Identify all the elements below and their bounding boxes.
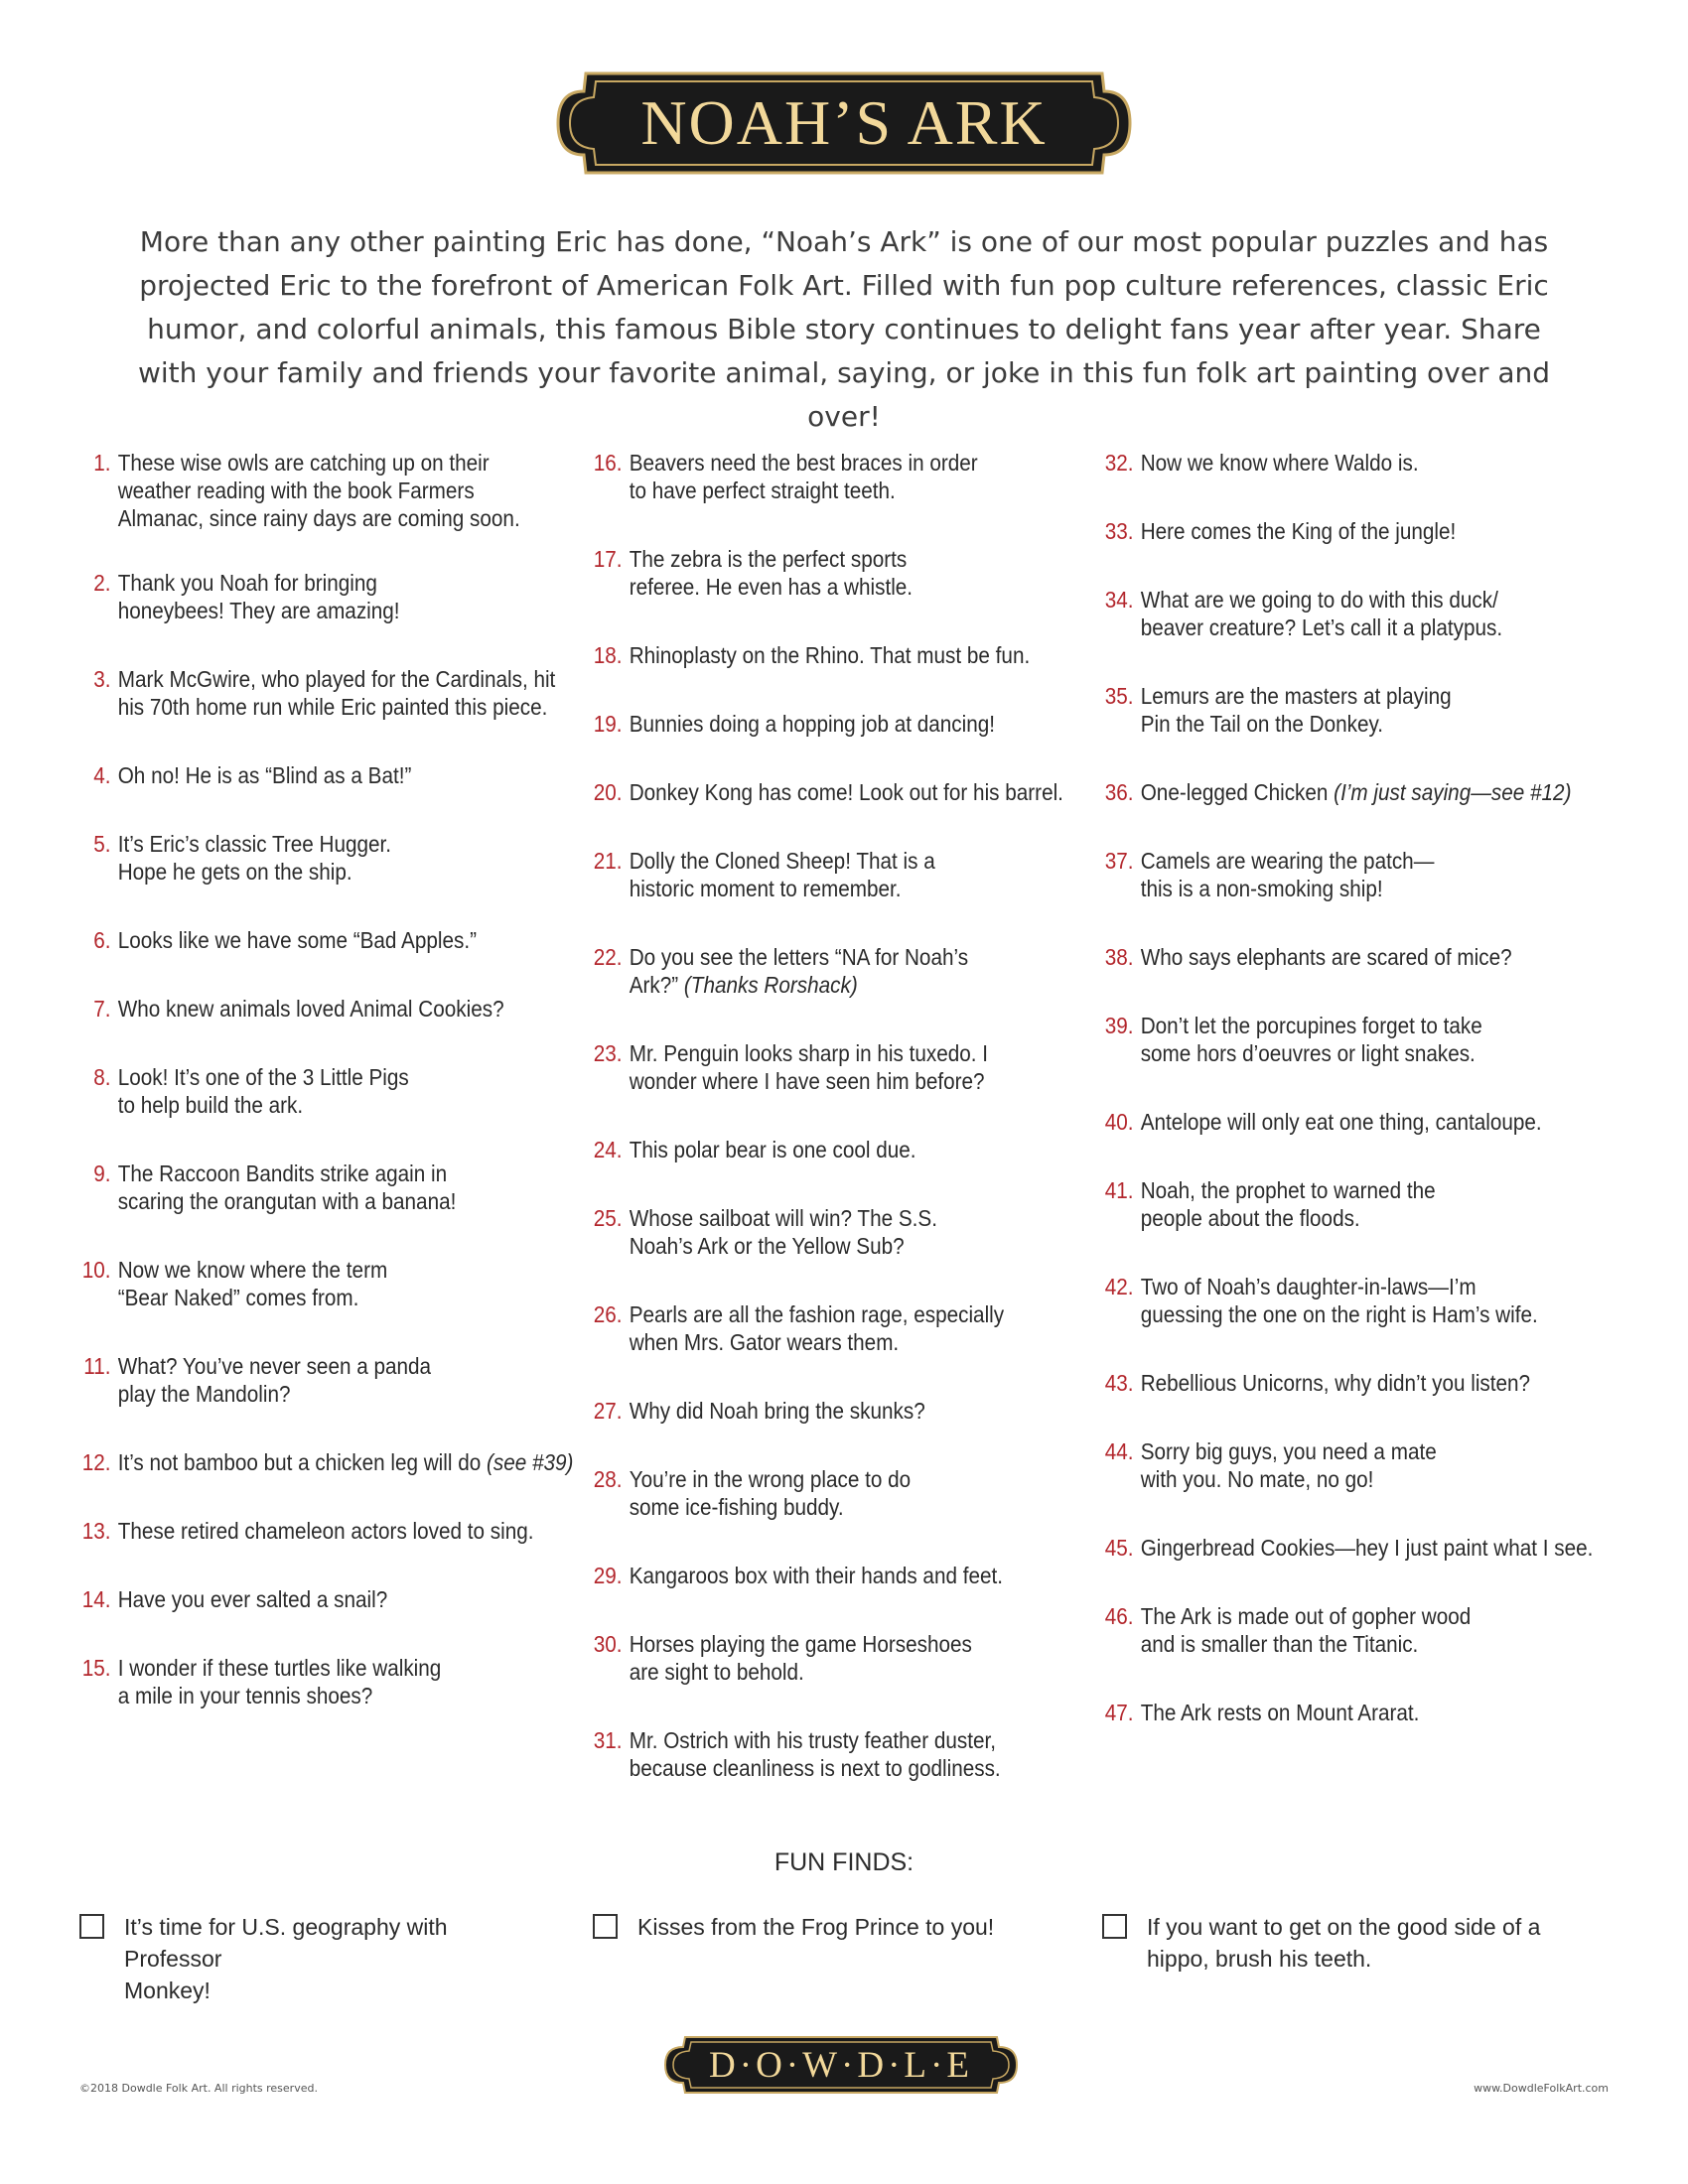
- list-item: [79, 1448, 580, 1476]
- list-item: [1102, 1699, 1603, 1726]
- item-number: 11.: [83, 1353, 111, 1379]
- item-number: 37.: [1104, 848, 1134, 874]
- item-text: The Ark rests on Mount Ararat.: [1140, 1700, 1420, 1725]
- list-item: [1102, 682, 1603, 738]
- item-number: 14.: [81, 1586, 111, 1612]
- item-number: 38.: [1104, 944, 1134, 970]
- list-item: [79, 449, 580, 532]
- item-text: These wise owls are catching up on their weather reading with the book Farmers Almanac, since rainy days are coming soon.: [117, 450, 520, 531]
- item-text: One-legged Chicken (I’m just saying—see #12): [1140, 779, 1572, 805]
- item-number: 22.: [593, 944, 623, 970]
- item-number: 21.: [593, 848, 623, 874]
- fun-find-item: [593, 1911, 1050, 1943]
- item-note: (Thanks Rorshack): [683, 972, 858, 998]
- title-banner: [556, 71, 1132, 175]
- item-number: 18.: [593, 642, 623, 668]
- item-text: Donkey Kong has come! Look out for his barrel.: [629, 779, 1063, 805]
- fun-finds-heading: FUN FINDS:: [774, 1848, 914, 1876]
- list-item: [591, 710, 1091, 738]
- logo-text: D·O·W·D·L·E: [709, 2044, 973, 2086]
- item-text: Pearls are all the fashion rage, especially when Mrs. Gator wears them.: [629, 1301, 1005, 1355]
- list-item: [591, 1397, 1091, 1425]
- item-text: Mr. Ostrich with his trusty feather duster, because cleanliness is next to godliness.: [629, 1727, 1001, 1781]
- list-item: [1102, 847, 1603, 902]
- item-number: 27.: [593, 1398, 623, 1424]
- fun-find-checkbox[interactable]: [593, 1914, 618, 1939]
- item-number: 42.: [1104, 1274, 1134, 1299]
- item-number: 6.: [93, 927, 111, 953]
- item-text: Now we know where the term “Bear Naked” comes from.: [117, 1257, 388, 1310]
- list-item: [1102, 1273, 1603, 1328]
- item-number: 43.: [1104, 1370, 1134, 1396]
- item-number: 47.: [1104, 1700, 1134, 1725]
- list-item: [591, 1136, 1091, 1163]
- item-number: 31.: [593, 1727, 623, 1753]
- item-text: Who says elephants are scared of mice?: [1140, 944, 1512, 970]
- item-text: It’s not bamboo but a chicken leg will do (see #39): [117, 1449, 574, 1475]
- item-text: Dolly the Cloned Sheep! That is a historic moment to remember.: [629, 848, 935, 901]
- fun-find-text: If you want to get on the good side of a hippo, brush his teeth.: [1147, 1914, 1541, 1972]
- item-text: Kangaroos box with their hands and feet.: [629, 1563, 1004, 1588]
- item-number: 7.: [93, 996, 111, 1022]
- item-number: 9.: [93, 1160, 111, 1186]
- item-number: 41.: [1104, 1177, 1134, 1203]
- item-number: 45.: [1104, 1535, 1134, 1561]
- item-text: Two of Noah’s daughter-in-laws—I’m guessing the one on the right is Ham’s wife.: [1140, 1274, 1538, 1327]
- list-item: [591, 847, 1091, 902]
- item-number: 1.: [93, 450, 111, 476]
- list-item: [79, 1256, 580, 1311]
- list-item: [591, 449, 1091, 504]
- list-item: [591, 545, 1091, 601]
- item-text: Why did Noah bring the skunks?: [629, 1398, 925, 1424]
- list-item: [591, 1726, 1091, 1782]
- list-item: [79, 1063, 580, 1119]
- item-number: 8.: [93, 1064, 111, 1090]
- item-text: These retired chameleon actors loved to sing.: [117, 1518, 534, 1544]
- item-text: Beavers need the best braces in order to have perfect straight teeth.: [629, 450, 978, 503]
- item-text: What are we going to do with this duck/ beaver creature? Let’s call it a platypus.: [1140, 587, 1503, 640]
- item-text: Thank you Noah for bringing honeybees! They are amazing!: [117, 570, 400, 623]
- item-number: 34.: [1104, 587, 1134, 613]
- item-text: Lemurs are the masters at playing Pin the Tail on the Donkey.: [1140, 683, 1452, 737]
- fun-find-text: It’s time for U.S. geography with Professor Monkey!: [124, 1914, 448, 2003]
- list-item: [591, 1630, 1091, 1686]
- item-number: 44.: [1104, 1438, 1134, 1464]
- list-item: [591, 1465, 1091, 1521]
- item-number: 16.: [593, 450, 623, 476]
- item-text: Mark McGwire, who played for the Cardinals, hit his 70th home run while Eric painted this piece.: [117, 666, 556, 720]
- list-item: [79, 926, 580, 954]
- list-item: [79, 1654, 580, 1709]
- list-item: [79, 1585, 580, 1613]
- page-title: NOAH’S ARK: [640, 87, 1048, 158]
- item-text: Here comes the King of the jungle!: [1140, 518, 1457, 544]
- item-number: 20.: [593, 779, 623, 805]
- list-item: [79, 665, 580, 721]
- list-item: [1102, 586, 1603, 641]
- item-text: Oh no! He is as “Blind as a Bat!”: [117, 762, 412, 788]
- item-number: 26.: [593, 1301, 623, 1327]
- item-number: 32.: [1104, 450, 1134, 476]
- item-number: 24.: [593, 1137, 623, 1162]
- item-number: 2.: [93, 570, 111, 596]
- item-number: 39.: [1104, 1013, 1134, 1038]
- item-text: You’re in the wrong place to do some ice-fishing buddy.: [629, 1466, 912, 1520]
- item-text: Have you ever salted a snail?: [117, 1586, 388, 1612]
- item-text: Rhinoplasty on the Rhino. That must be fun.: [629, 642, 1031, 668]
- list-item: [1102, 778, 1603, 806]
- list-item: [591, 943, 1091, 999]
- list-item: [1102, 943, 1603, 971]
- website-link[interactable]: www.DowdleFolkArt.com: [1474, 2082, 1609, 2095]
- item-number: 10.: [81, 1257, 111, 1283]
- item-text: The Ark is made out of gopher wood and is smaller than the Titanic.: [1140, 1603, 1472, 1657]
- fun-find-checkbox[interactable]: [1102, 1914, 1127, 1939]
- item-text: Looks like we have some “Bad Apples.”: [117, 927, 477, 953]
- list-item: [79, 995, 580, 1023]
- fun-find-text: Kisses from the Frog Prince to you!: [637, 1914, 995, 1940]
- list-item: [1102, 1176, 1603, 1232]
- item-number: 40.: [1104, 1109, 1134, 1135]
- item-text: Don’t let the porcupines forget to take some hors d’oeuvres or light snakes.: [1140, 1013, 1482, 1066]
- list-item: [591, 1562, 1091, 1589]
- item-number: 28.: [593, 1466, 623, 1492]
- item-number: 5.: [93, 831, 111, 857]
- dowdle-logo: [663, 2035, 1019, 2095]
- item-number: 33.: [1104, 518, 1134, 544]
- item-text: The zebra is the perfect sports referee. He even has a whistle.: [629, 546, 914, 600]
- item-number: 12.: [81, 1449, 111, 1475]
- list-item: [1102, 1369, 1603, 1397]
- list-item: [591, 641, 1091, 669]
- item-text: Who knew animals loved Animal Cookies?: [117, 996, 504, 1022]
- item-text: Antelope will only eat one thing, cantaloupe.: [1140, 1109, 1542, 1135]
- item-note: (see #39): [486, 1449, 574, 1475]
- intro-paragraph: More than any other painting Eric has done, “Noah’s Ark” is one of our most popular puzzles and has projected Eric to the forefront of American Folk Art. Filled with fun pop culture references, classic Eric humor, and colorful animals, this famous Bible story continues to delight fans year after year. Share with your family and friends your favorite animal, saying, or joke in this fun folk art painting over and over!: [137, 225, 1551, 433]
- item-text: Rebellious Unicorns, why didn’t you listen?: [1140, 1370, 1531, 1396]
- fun-find-checkbox[interactable]: [79, 1914, 104, 1939]
- item-text: Sorry big guys, you need a mate with you. No mate, no go!: [1140, 1438, 1437, 1492]
- item-number: 30.: [593, 1631, 623, 1657]
- item-number: 23.: [593, 1040, 623, 1066]
- list-item: [1102, 1012, 1603, 1067]
- item-text: Horses playing the game Horseshoes are sight to behold.: [629, 1631, 972, 1685]
- list-item: [1102, 449, 1603, 477]
- list-item: [79, 1517, 580, 1545]
- item-text: Camels are wearing the patch— this is a non-smoking ship!: [1140, 848, 1435, 901]
- item-text: Noah, the prophet to warned the people about the floods.: [1140, 1177, 1436, 1231]
- item-text: It’s Eric’s classic Tree Hugger. Hope he gets on the ship.: [117, 831, 392, 885]
- item-number: 25.: [593, 1205, 623, 1231]
- item-number: 17.: [593, 546, 623, 572]
- item-text: The Raccoon Bandits strike again in scaring the orangutan with a banana!: [117, 1160, 457, 1214]
- list-item: [1102, 517, 1603, 545]
- list-item: [591, 1204, 1091, 1260]
- list-item: [79, 1352, 580, 1408]
- list-item: [1102, 1108, 1603, 1136]
- item-text: Do you see the letters “NA for Noah’s Ark?” (Thanks Rorshack): [629, 944, 969, 998]
- fun-find-item: [79, 1911, 536, 2006]
- item-number: 29.: [593, 1563, 623, 1588]
- item-number: 36.: [1104, 779, 1134, 805]
- item-text: This polar bear is one cool due.: [629, 1137, 916, 1162]
- list-item: [1102, 1437, 1603, 1493]
- item-number: 46.: [1104, 1603, 1134, 1629]
- list-item: [1102, 1602, 1603, 1658]
- item-number: 3.: [93, 666, 111, 692]
- list-item: [1102, 1534, 1603, 1562]
- item-number: 15.: [81, 1655, 111, 1681]
- copyright-text: ©2018 Dowdle Folk Art. All rights reserved.: [79, 2082, 318, 2095]
- item-number: 19.: [593, 711, 623, 737]
- list-item: [79, 830, 580, 886]
- item-text: What? You’ve never seen a panda play the Mandolin?: [117, 1353, 432, 1407]
- list-item: [591, 1300, 1091, 1356]
- item-text: Gingerbread Cookies—hey I just paint what I see.: [1140, 1535, 1594, 1561]
- item-text: Bunnies doing a hopping job at dancing!: [629, 711, 995, 737]
- list-item: [591, 778, 1091, 806]
- item-number: 4.: [93, 762, 111, 788]
- item-text: Look! It’s one of the 3 Little Pigs to help build the ark.: [117, 1064, 409, 1118]
- item-text: Mr. Penguin looks sharp in his tuxedo. I wonder where I have seen him before?: [629, 1040, 989, 1094]
- item-number: 35.: [1104, 683, 1134, 709]
- list-item: [79, 569, 580, 624]
- item-text: Now we know where Waldo is.: [1140, 450, 1419, 476]
- list-item: [79, 761, 580, 789]
- item-text: I wonder if these turtles like walking a mile in your tennis shoes?: [117, 1655, 442, 1708]
- item-number: 13.: [81, 1518, 111, 1544]
- fun-find-item: [1102, 1911, 1559, 1975]
- item-text: Whose sailboat will win? The S.S. Noah’s Ark or the Yellow Sub?: [629, 1205, 937, 1259]
- item-note: (I’m just saying—see #12): [1334, 779, 1572, 805]
- list-item: [79, 1160, 580, 1215]
- list-item: [591, 1039, 1091, 1095]
